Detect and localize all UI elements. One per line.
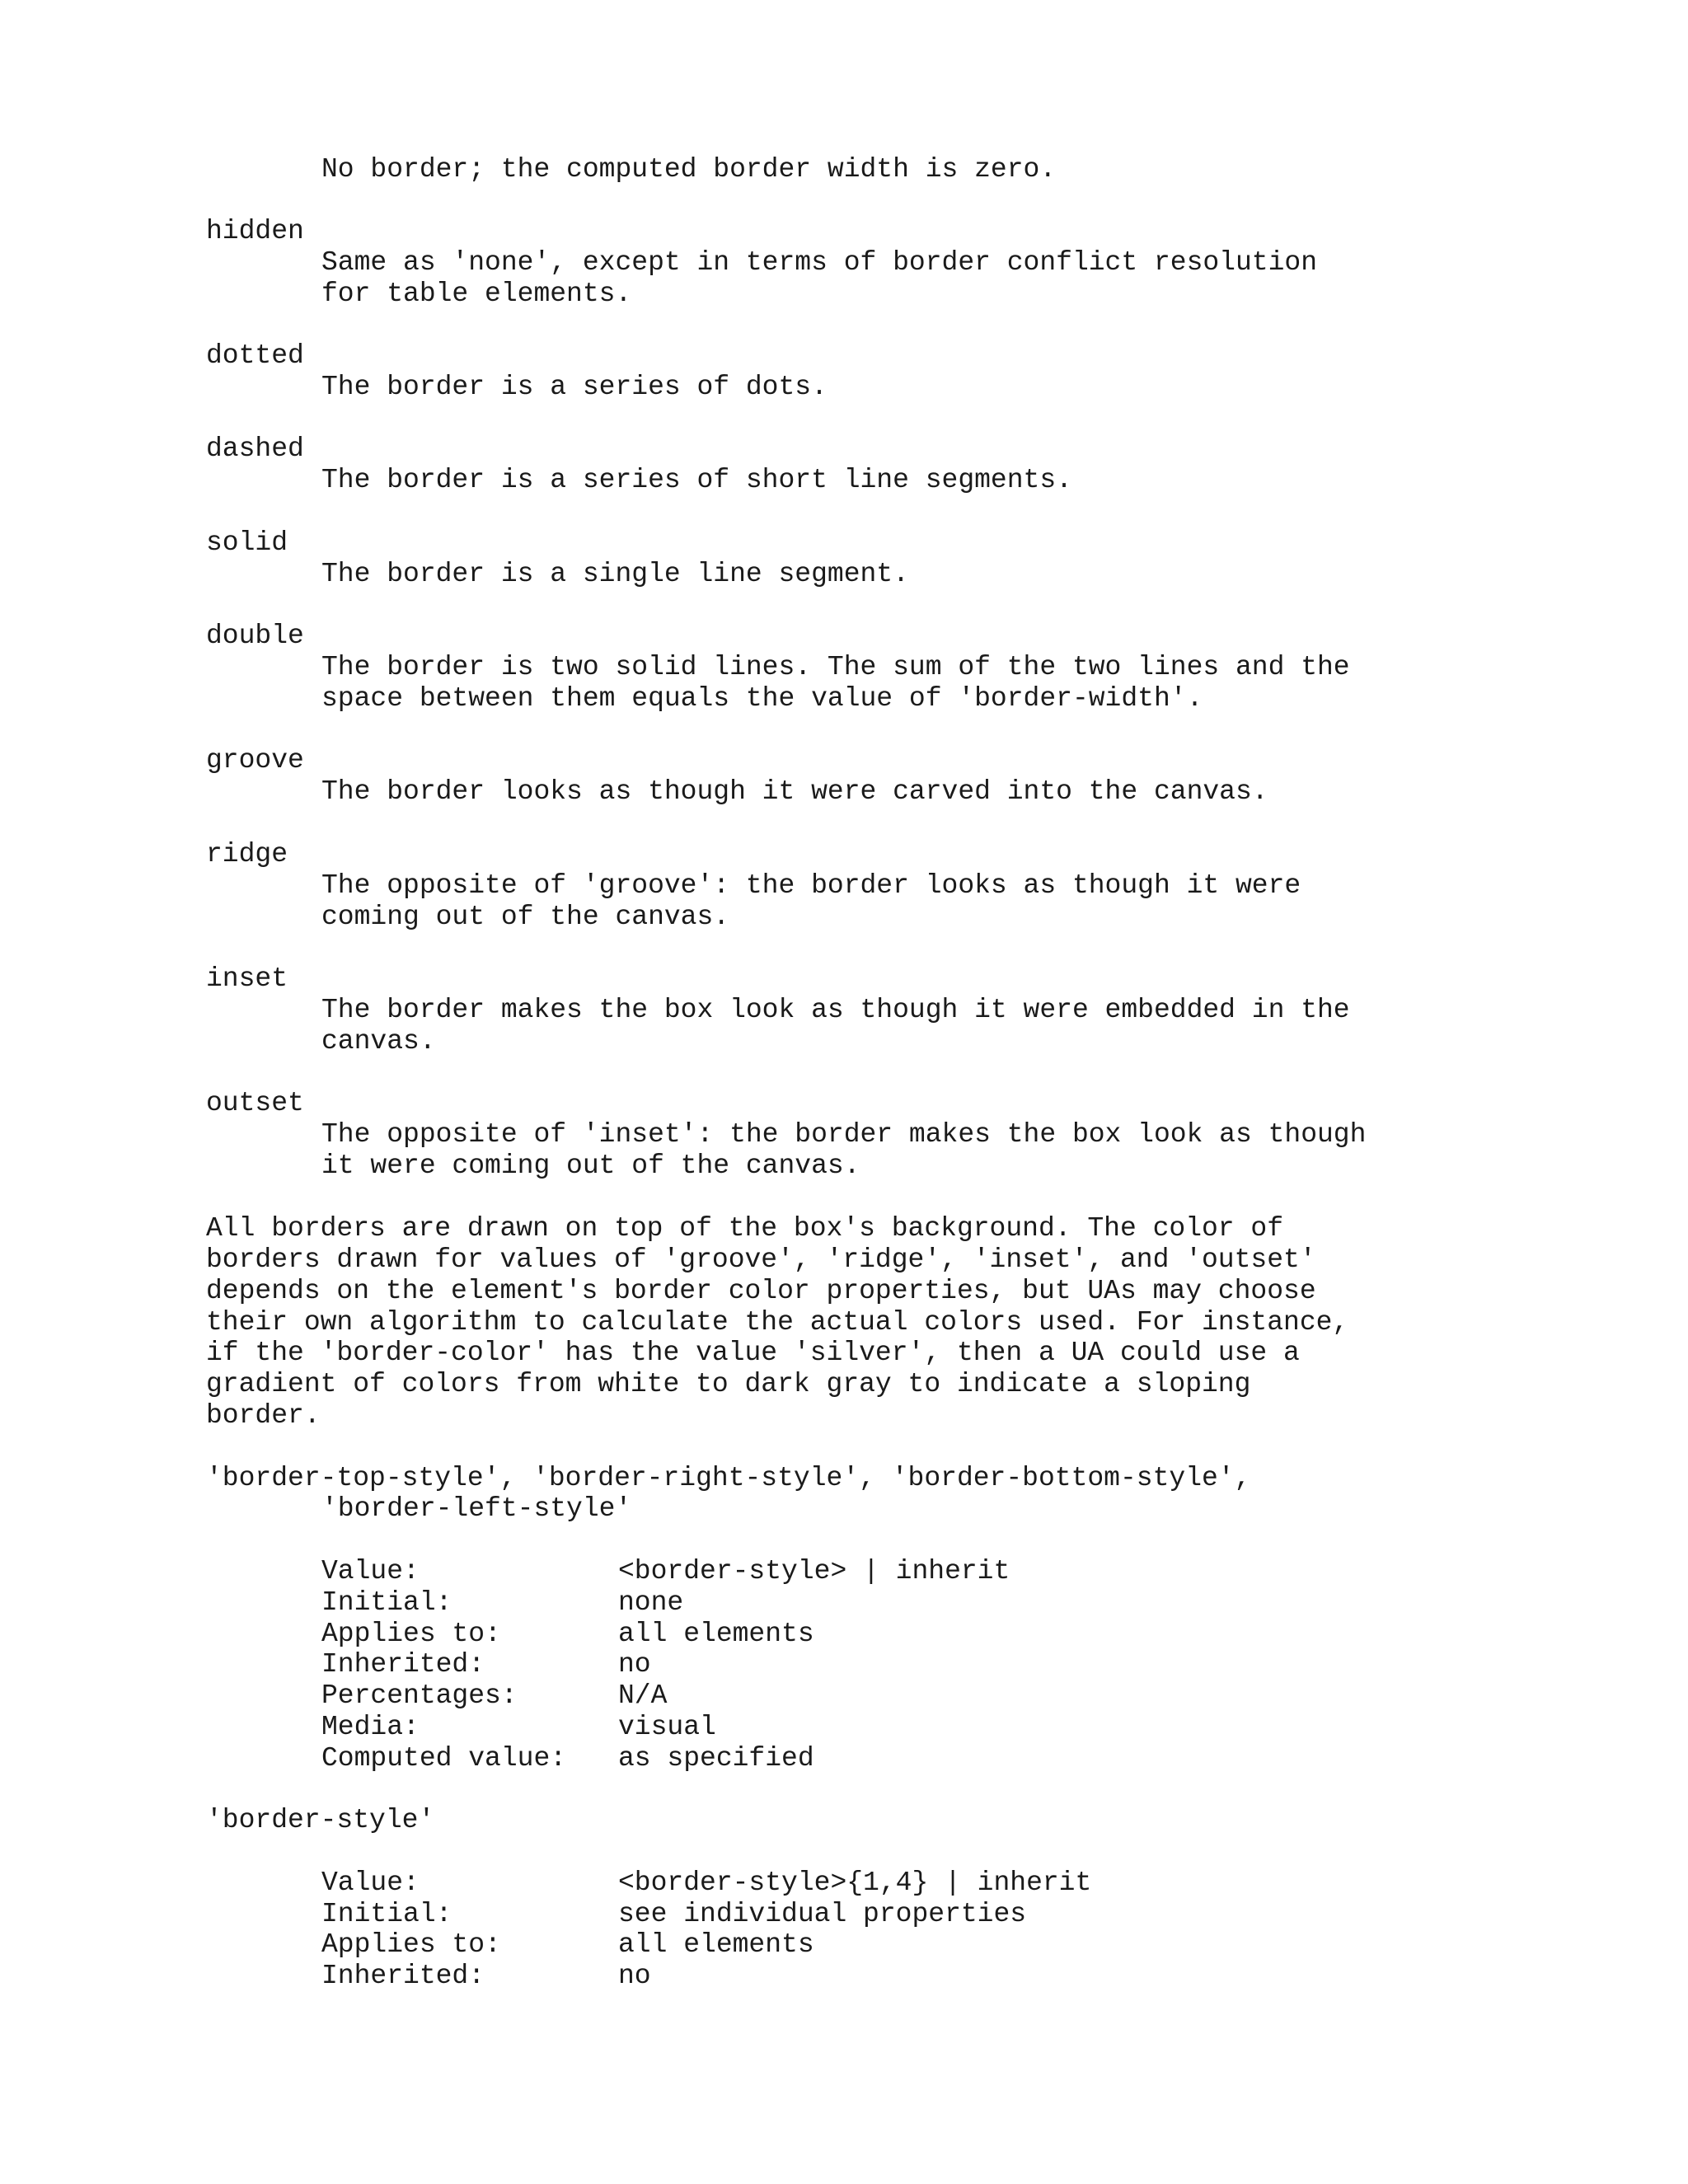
prop1-value-applies: all elements <box>618 1619 814 1649</box>
paragraph-line-7: border. <box>206 1400 321 1431</box>
prop1-heading-line-2: 'border-left-style' <box>321 1493 632 1524</box>
solid-desc-line-1: The border is a single line segment. <box>321 559 909 589</box>
term-inset: inset <box>206 963 288 994</box>
hidden-desc-line-2: for table elements. <box>321 279 632 309</box>
inset-desc-line-1: The border makes the box look as though it were embedded in the <box>321 995 1350 1025</box>
double-desc-line-1: The border is two solid lines. The sum of the two lines and the <box>321 652 1350 682</box>
double-desc-line-2: space between them equals the value of 'border-width'. <box>321 683 1203 714</box>
prop1-value-computed: as specified <box>618 1743 814 1774</box>
prop1-label-media: Media: <box>321 1712 420 1742</box>
term-dotted: dotted <box>206 340 304 371</box>
term-solid: solid <box>206 527 288 558</box>
prop1-value-inherited: no <box>618 1649 651 1680</box>
inset-desc-line-2: canvas. <box>321 1026 436 1057</box>
hidden-desc-line-1: Same as 'none', except in terms of border conflict resolution <box>321 247 1317 278</box>
term-ridge: ridge <box>206 839 288 869</box>
prop2-value-value: <border-style>{1,4} | inherit <box>618 1868 1092 1898</box>
prop1-value-percentages: N/A <box>618 1680 668 1711</box>
prop1-label-value: Value: <box>321 1556 420 1586</box>
groove-desc-line-1: The border looks as though it were carved into the canvas. <box>321 776 1268 807</box>
ridge-desc-line-2: coming out of the canvas. <box>321 902 730 932</box>
prop1-value-initial: none <box>618 1587 684 1618</box>
prop2-value-initial: see individual properties <box>618 1899 1027 1929</box>
prop2-label-initial: Initial: <box>321 1899 452 1929</box>
outset-desc-line-1: The opposite of 'inset': the border makes the box look as though <box>321 1119 1367 1150</box>
paragraph-line-4: their own algorithm to calculate the actual colors used. For instance, <box>206 1307 1349 1338</box>
prop2-heading: 'border-style' <box>206 1805 435 1835</box>
prop1-label-applies: Applies to: <box>321 1619 501 1649</box>
prop2-value-applies: all elements <box>618 1929 814 1960</box>
dashed-desc-line-1: The border is a series of short line segments. <box>321 465 1072 495</box>
prop1-value-value: <border-style> | inherit <box>618 1556 1010 1586</box>
prop2-value-inherited: no <box>618 1961 651 1991</box>
prop1-label-inherited: Inherited: <box>321 1649 485 1680</box>
paragraph-line-2: borders drawn for values of 'groove', 'ridge', 'inset', and 'outset' <box>206 1244 1316 1275</box>
term-double: double <box>206 621 304 651</box>
paragraph-line-1: All borders are drawn on top of the box's background. The color of <box>206 1213 1284 1244</box>
term-outset: outset <box>206 1088 304 1118</box>
prop1-value-media: visual <box>618 1712 716 1742</box>
prop1-label-computed: Computed value: <box>321 1743 567 1774</box>
paragraph-line-3: depends on the element's border color properties, but UAs may choose <box>206 1276 1316 1306</box>
paragraph-line-5: if the 'border-color' has the value 'silver', then a UA could use a <box>206 1338 1300 1368</box>
prop1-label-initial: Initial: <box>321 1587 452 1618</box>
paragraph-line-6: gradient of colors from white to dark gray to indicate a sloping <box>206 1369 1251 1399</box>
outset-desc-line-2: it were coming out of the canvas. <box>321 1151 860 1181</box>
none-description: No border; the computed border width is zero. <box>321 154 1057 185</box>
term-groove: groove <box>206 745 304 776</box>
prop2-label-value: Value: <box>321 1868 420 1898</box>
term-hidden: hidden <box>206 216 304 246</box>
prop1-heading-line-1: 'border-top-style', 'border-right-style', 'border-bottom-style', <box>206 1463 1251 1493</box>
prop1-label-percentages: Percentages: <box>321 1680 518 1711</box>
ridge-desc-line-1: The opposite of 'groove': the border looks as though it were <box>321 870 1301 901</box>
prop2-label-inherited: Inherited: <box>321 1961 485 1991</box>
dotted-desc-line-1: The border is a series of dots. <box>321 372 828 402</box>
term-dashed: dashed <box>206 434 304 464</box>
prop2-label-applies: Applies to: <box>321 1929 501 1960</box>
